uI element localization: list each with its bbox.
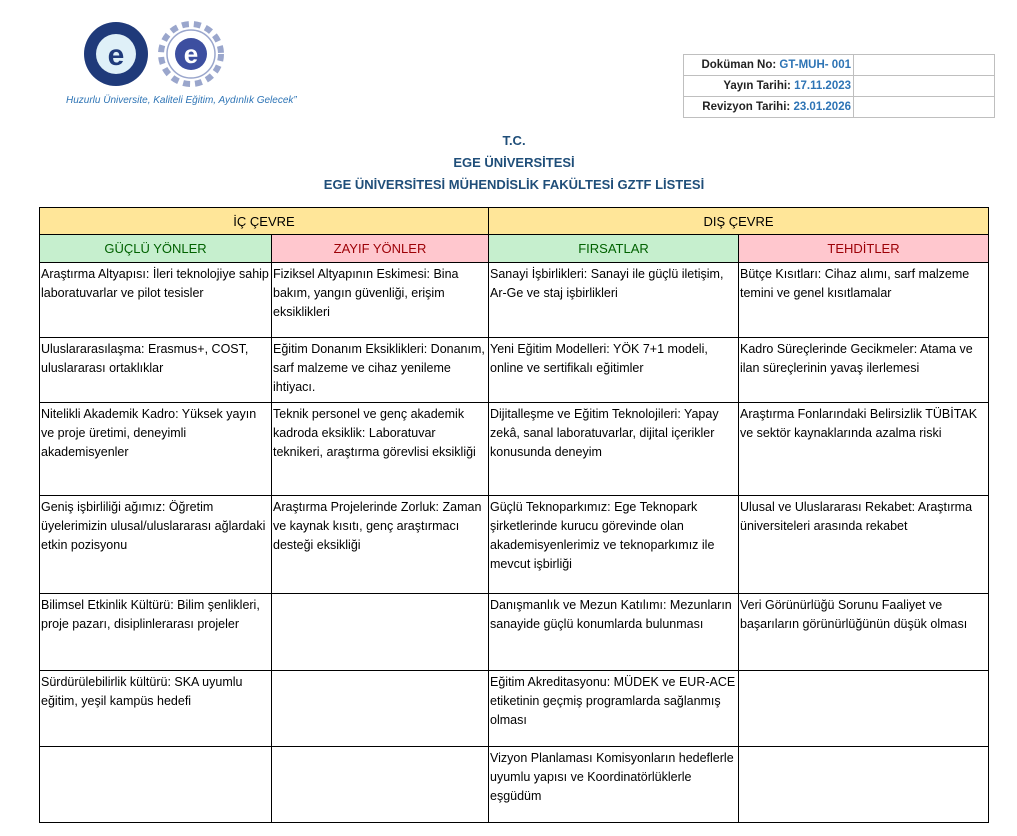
revision-date-value: 23.01.2026: [793, 101, 851, 113]
strengths-header: GÜÇLÜ YÖNLER: [40, 235, 272, 263]
table-row: [40, 403, 989, 496]
doc-no-value: GT-MUH- 001: [779, 59, 851, 71]
strength-cell: [40, 747, 272, 823]
doc-no-label: Doküman No:: [701, 59, 777, 71]
weakness-cell: Eğitim Donanım Eksiklikleri: Donanım, sarf malzeme ve cihaz yenileme ihtiyacı.: [272, 338, 489, 403]
weakness-cell: Fiziksel Altyapının Eskimesi: Bina bakım, yangın güvenliği, erişim eksiklikleri: [272, 263, 489, 338]
weakness-cell: [272, 747, 489, 823]
opportunity-cell: Danışmanlık ve Mezun Katılımı: Mezunların sanayide güçlü konumlarda bulunması: [489, 594, 739, 671]
opportunities-header: FIRSATLAR: [489, 235, 739, 263]
weakness-cell: [272, 594, 489, 671]
threat-cell: Ulusal ve Uluslararası Rekabet: Araştırma üniversiteleri arasında rekabet: [739, 496, 989, 594]
threat-cell: [739, 747, 989, 823]
threat-cell: Araştırma Fonlarındaki Belirsizlik TÜBİTAK ve sektör kaynaklarında azalma riski: [739, 403, 989, 496]
strength-cell: Uluslararasılaşma: Erasmus+, COST, uluslararası ortaklıklar: [40, 338, 272, 403]
weakness-cell: Teknik personel ve genç akademik kadroda eksiklik: Laboratuvar teknikeri, araştırma görevlisi eksikliği: [272, 403, 489, 496]
table-row: [40, 671, 989, 747]
table-row: [40, 496, 989, 594]
title-line-3: EGE ÜNİVERSİTESİ MÜHENDİSLİK FAKÜLTESİ GZTF LİSTESİ: [323, 177, 705, 192]
slogan: Huzurlu Üniversite, Kaliteli Eğitim, Aydınlık Gelecek”: [66, 95, 297, 106]
internal-environment-header: İÇ ÇEVRE: [40, 208, 489, 235]
weaknesses-header: ZAYIF YÖNLER: [272, 235, 489, 263]
threat-cell: Veri Görünürlüğü Sorunu Faaliyet ve başarıların görünürlüğünün düşük olması: [739, 594, 989, 671]
weakness-cell: [272, 671, 489, 747]
publish-date-label: Yayın Tarihi:: [723, 80, 791, 92]
threat-cell: [739, 671, 989, 747]
threats-header: TEHDİTLER: [739, 235, 989, 263]
strength-cell: Geniş işbirliliği ağımız: Öğretim üyelerimizin ulusal/uluslararası ağlardaki etkin pozisyonu: [40, 496, 272, 594]
publish-date-value: 17.11.2023: [794, 80, 851, 92]
opportunity-cell: Sanayi İşbirlikleri: Sanayi ile güçlü iletişim, Ar-Ge ve staj işbirlikleri: [489, 263, 739, 338]
external-environment-header: DIŞ ÇEVRE: [489, 208, 989, 235]
opportunity-cell: Eğitim Akreditasyonu: MÜDEK ve EUR-ACE etiketinin geçmiş programlarda sağlanmış olması: [489, 671, 739, 747]
svg-text:e: e: [107, 39, 125, 72]
opportunity-cell: Vizyon Planlaması Komisyonların hedeflerle uyumlu yapısı ve Koordinatörlüklerle eşgüdüm: [489, 747, 739, 823]
ege-university-logo: [82, 20, 150, 88]
page-title: [39, 130, 989, 196]
svg-text:e: e: [183, 39, 199, 69]
engineering-faculty-logo: [155, 18, 227, 90]
strength-cell: Araştırma Altyapısı: İleri teknolojiye sahip laboratuvarlar ve pilot tesisler: [40, 263, 272, 338]
revision-date-label: Revizyon Tarihi:: [702, 101, 791, 113]
table-row: [40, 263, 989, 338]
table-row: [40, 594, 989, 671]
title-line-2: EGE ÜNİVERSİTESİ: [453, 155, 575, 170]
opportunity-cell: Yeni Eğitim Modelleri: YÖK 7+1 modeli, online ve sertifikalı eğitimler: [489, 338, 739, 403]
opportunity-cell: Güçlü Teknoparkımız: Ege Teknopark şirketlerinde kurucu görevinde olan akademisyenlerimiz ve teknoparkımız ile mevcut işbirliği: [489, 496, 739, 594]
swot-table: [39, 207, 989, 823]
threat-cell: Bütçe Kısıtları: Cihaz alımı, sarf malzeme temini ve genel kısıtlamalar: [739, 263, 989, 338]
opportunity-cell: Dijitalleşme ve Eğitim Teknolojileri: Yapay zekâ, sanal laboratuvarlar, dijital içerikler konusunda deneyim: [489, 403, 739, 496]
document-info-table: [683, 54, 995, 118]
title-line-1: T.C.: [502, 133, 526, 148]
strength-cell: Bilimsel Etkinlik Kültürü: Bilim şenlikleri, proje pazarı, disiplinlerarası projeler: [40, 594, 272, 671]
weakness-cell: Araştırma Projelerinde Zorluk: Zaman ve kaynak kısıtı, genç araştırmacı desteği eksikliği: [272, 496, 489, 594]
table-row: [40, 747, 989, 823]
strength-cell: Nitelikli Akademik Kadro: Yüksek yayın ve proje üretimi, deneyimli akademisyenler: [40, 403, 272, 496]
table-row: [40, 338, 989, 403]
threat-cell: Kadro Süreçlerinde Gecikmeler: Atama ve ilan süreçlerinin yavaş ilerlemesi: [739, 338, 989, 403]
strength-cell: Sürdürülebilirlik kültürü: SKA uyumlu eğitim, yeşil kampüs hedefi: [40, 671, 272, 747]
